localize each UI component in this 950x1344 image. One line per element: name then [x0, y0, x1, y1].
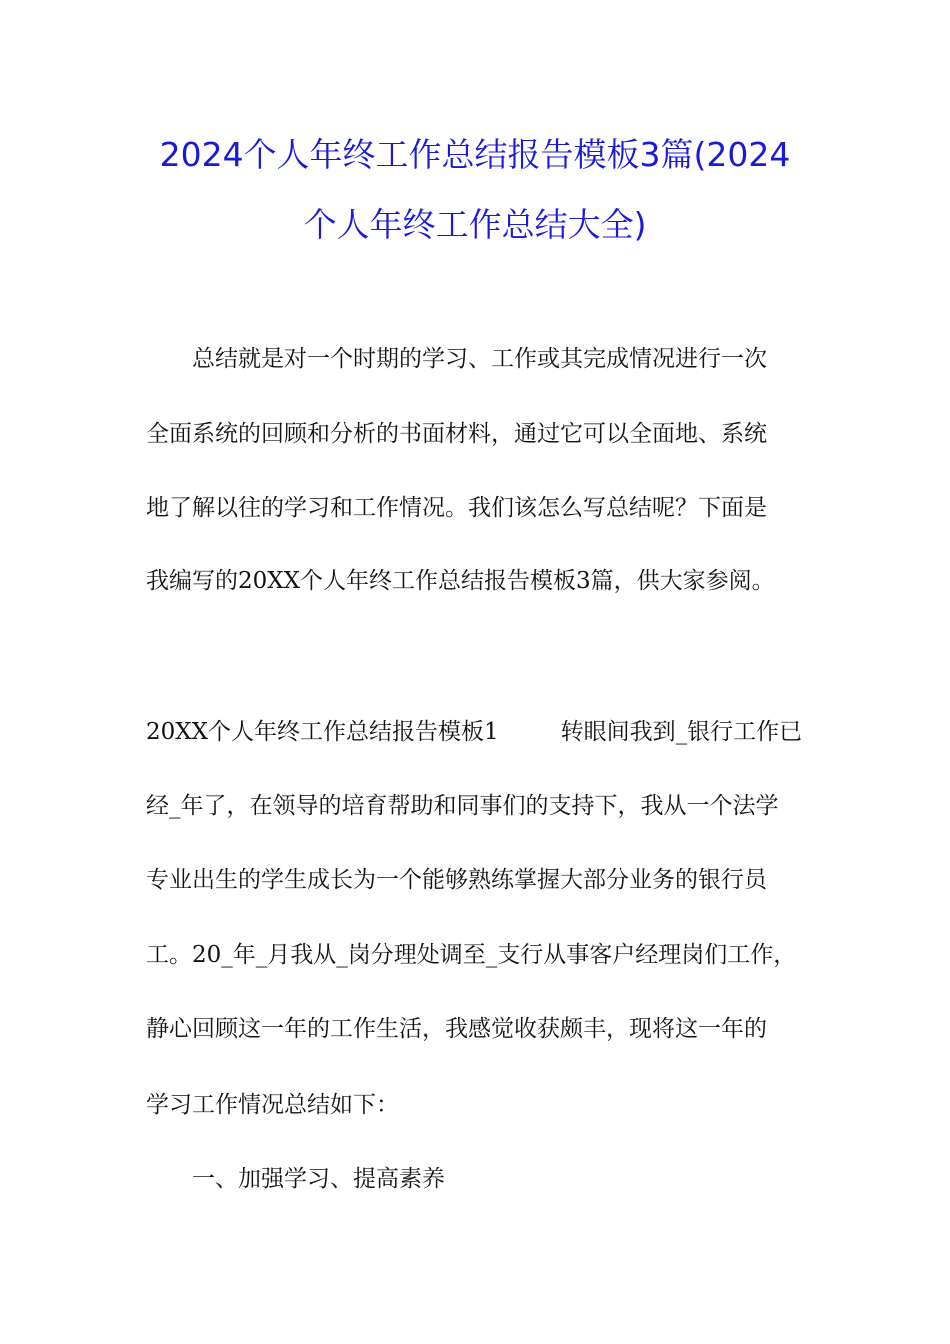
section-1-line-5: 静心回顾这一年的工作生活，我感觉收获颇丰，现将这一年的	[146, 1016, 767, 1042]
section-1-first-line-text: 转眼间我到_银行工作已	[560, 719, 803, 745]
section-1-line-2: 经_年了，在领导的培育帮助和同事们的支持下，我从一个法学	[146, 793, 779, 819]
section-1-heading: 20XX个人年终工作总结报告模板1	[146, 719, 499, 745]
intro-line-2: 全面系统的回顾和分析的书面材料，通过它可以全面地、系统	[146, 421, 767, 447]
section-1-first-line	[146, 717, 802, 747]
section-1-subheading: 一、加强学习、提高素养	[192, 1166, 445, 1192]
document-title-line-2: 个人年终工作总结大全)	[303, 205, 647, 244]
section-1-line-6: 学习工作情况总结如下：	[146, 1092, 399, 1118]
intro-line-1: 总结就是对一个时期的学习、工作或其完成情况进行一次	[192, 346, 767, 372]
intro-line-4: 我编写的20XX个人年终工作总结报告模板3篇，供大家参阅。	[146, 568, 775, 594]
section-1-line-3: 专业出生的学生成长为一个能够熟练掌握大部分业务的银行员	[146, 867, 767, 893]
document-title-line-1: 2024个人年终工作总结报告模板3篇(2024	[159, 135, 791, 174]
section-1-line-4: 工。20_年_月我从_岗分理处调至_支行从事客户经理岗们工作，	[146, 942, 797, 968]
intro-line-3: 地了解以往的学习和工作情况。我们该怎么写总结呢？下面是	[146, 495, 767, 521]
